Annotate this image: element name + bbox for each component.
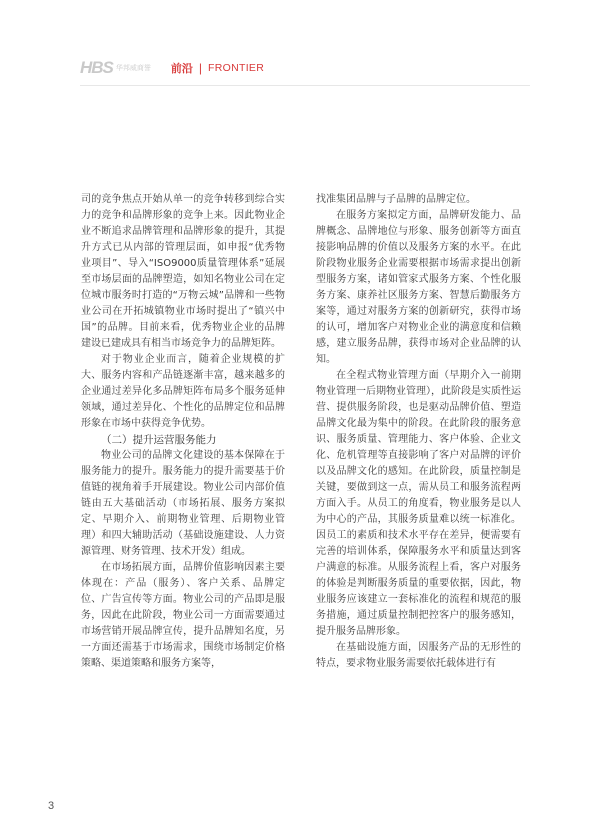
logo-mark: HBS [80,58,113,77]
paragraph: 对于物业企业而言，随着企业规模的扩大、服务内容和产品链逐渐丰富，越来越多的企业通过差异化多品牌矩阵布局多个服务延伸领域，通过差异化、个性化的品牌定位和品牌形象在市场中获得竞争优势。 [81,354,285,429]
page-header [80,58,264,78]
header-divider [80,85,530,86]
paragraph: 在基础设施方面，因服务产品的无形性的特点，要求物业服务需要依托载体进行有 [316,642,521,669]
publisher-logo [80,58,151,78]
paragraph: 在服务方案拟定方面，品牌研发能力、品牌概念、品牌地位与形象、服务创新等方面直接影响品牌的价值以及服务方案的水平。在此阶段物业服务企业需要根据市场需求提出创新型服务方案，诸如管家式服务方案、个性化服务方案、康养社区服务方案、智慧后勤服务方案等，通过对服务方案的创新研究，获得市场的认可，增加客户对物业企业的满意度和信赖感，建立服务品牌，获得市场对企业品牌的认知。 [316,210,521,365]
section-title-cn: 前沿 [170,62,193,75]
page-number: 3 [48,800,55,812]
paragraph: 找准集团品牌与子品牌的品牌定位。 [316,194,476,205]
section-heading: （二）提升运营服务能力 [101,434,217,446]
logo-text: 华邦威商誉 [115,64,151,72]
paragraph: 司的竞争焦点开始从单一的竞争转移到综合实力的竞争和品牌形象的竞争上来。因此物业企业不断追求品牌管理和品牌形象的提升，其提升方式已从内部的管理层面，如申报“优秀物业项目”、导入“ISO9000质量管理体系”延展至市场层面的品牌塑造，如知名物业公司在定位城市服务时打造的“万物云城”品牌和一些物业公司在开拓城镇物业市场时提出了“镇兴中国”的品牌。目前来看，优秀物业企业的品牌建设已建成具有相当市场竞争力的品牌矩阵。 [81,194,285,349]
left-column [81,192,285,672]
paragraph: 物业公司的品牌文化建设的基本保障在于服务能力的提升。服务能力的提升需要基于价值链的视角着手开展建设。物业公司内部价值链由五大基础活动（市场拓展、服务方案拟定、早期介入、前期物业管理、后期物业管理）和四大辅助活动（基础设施建设、人力资源管理、财务管理、技术开发）组成。 [81,450,285,557]
paragraph: 在全程式物业管理方面（早期介入一前期物业管理一后期物业管理），此阶段是实质性运营、提供服务阶段，也是驱动品牌价值、塑造品牌文化最为集中的阶段。在此阶段的服务意识、服务质量、管理能力、客户体验、企业文化、危机管理等直接影响了客户对品牌的评价以及品牌文化的感知。在此阶段，质量控制是关键，要做到这一点，需从员工和服务流程两方面入手。从员工的角度看，物业服务是以人为中心的产品，其服务质量难以统一标准化。因员工的素质和技术水平存在差异，便需要有完善的培训体系，保障服务水平和质量达到客户满意的标准。从服务流程上看，客户对服务的体验是判断服务质量的重要依据，因此，物业服务应该建立一套标准化的流程和规范的服务措施，通过质量控制把控客户的服务感知，提升服务品牌形象。 [316,370,521,637]
right-column [316,192,521,672]
section-title-en: FRONTIER [208,62,265,74]
section-separator: | [198,61,203,75]
paragraph: 在市场拓展方面，品牌价值影响因素主要体现在：产品（服务）、客户关系、品牌定位、广告宣传等方面。物业公司的产品即是服务，因此在此阶段，物业公司一方面需要通过市场营销开展品牌宣传，提升品牌知名度，另一方面还需基于市场需求，围绕市场制定价格策略、渠道策略和服务方案等， [81,562,285,669]
